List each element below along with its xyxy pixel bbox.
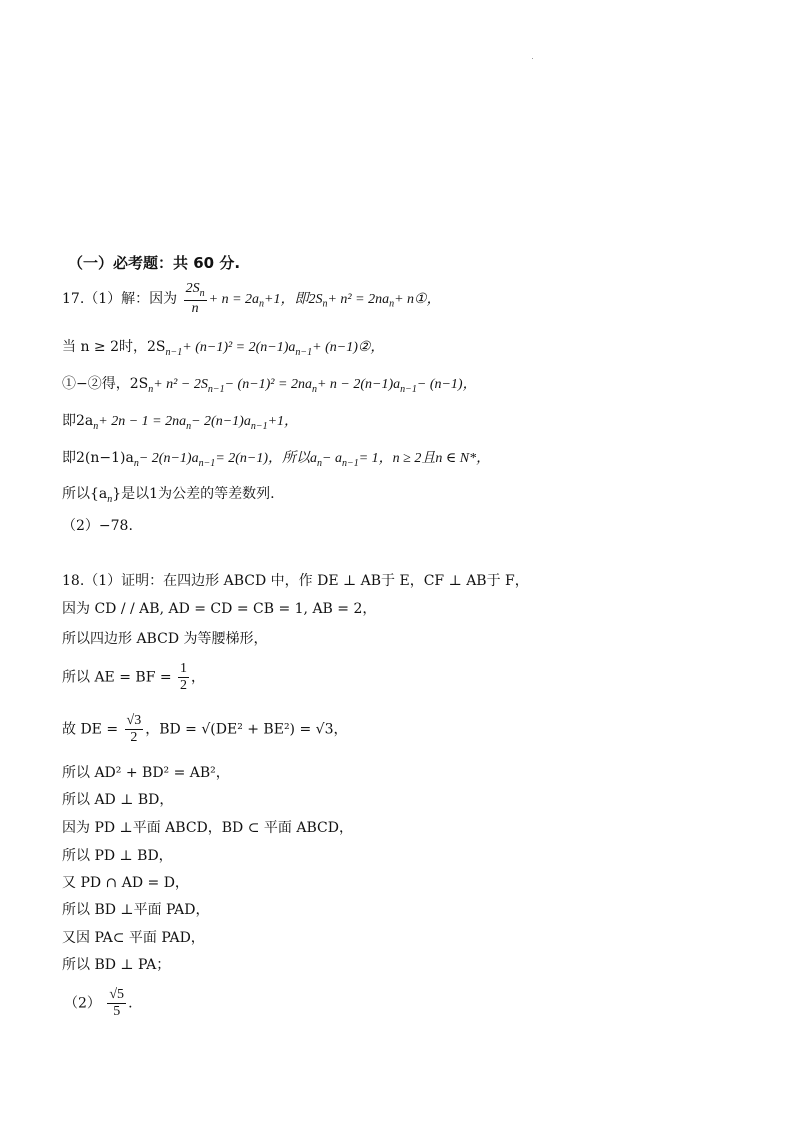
fraction-sqrt5-over-5: $\frac{√5}{5}$ [109, 987, 125, 1019]
q18-line-3: 所以四边形 ABCD 为等腰梯形， [62, 631, 268, 647]
q18-line-13: 所以 BD ⊥ PA； [62, 957, 171, 973]
q18-line-6: 所以 AD² + BD² = AB²， [62, 765, 230, 781]
q17-line-3: ①−②得，$2S_n+ n^2 - 2S_{n-1}- (n-1)^2 = 2na_n+ n - 2(n-1)a_{n-1}- (n-1)$， [62, 376, 477, 395]
q18-line-10: 又 PD ∩ AD = D， [62, 875, 189, 891]
q17-line-6: 所以$\{a_n\}$是以1为公差的等差数列. [62, 486, 275, 505]
q18-line-9: 所以 PD ⊥ BD， [62, 848, 173, 864]
q17-line-4: 即$2a_n+ 2n - 1 = 2na_n- 2(n-1)a_{n-1}+1$， [62, 413, 299, 432]
q18-line-7: 所以 AD ⊥ BD， [62, 792, 174, 808]
q17-line-7: （2）−78. [62, 518, 133, 534]
q18-line-11: 所以 BD ⊥平面 PAD， [62, 902, 210, 918]
fraction-sqrt3-over-2: $\frac{√3}{2}$ [126, 713, 142, 745]
stray-mark [532, 58, 533, 59]
q18-line-5: 故 DE = $\frac{√3}{2}$ ，BD = √(DE² + BE²) = √3， [62, 713, 348, 745]
fraction-2sn-over-n: $\frac{2S_n}{n}$ [185, 281, 205, 316]
q18-line-2: 因为 CD / / AB, AD = CD = CB = 1, AB = 2， [62, 601, 377, 617]
q18-line-12: 又因 PA⊂ 平面 PAD， [62, 930, 205, 946]
section-title: （一）必考题：共 60 分. [68, 254, 241, 272]
q18-line-8: 因为 PD ⊥平面 ABCD，BD ⊂ 平面 ABCD， [62, 820, 353, 836]
q17-line-1: 17.（1）解：因为 $\frac{2S_n}{n}$ + $n = 2a_n+1$，即$2S_n+ n^2 = 2na_n+$ n①， [62, 281, 441, 316]
q18-line-1: 18.（1）证明：在四边形 ABCD 中，作 DE ⊥ AB于 E，CF ⊥ AB于 F， [62, 573, 529, 589]
q17-line-2: 当 n ≥ 2时，$2S_{n-1}+ (n-1)^2 = 2(n-1)a_{n-1}+$ (n−1)②， [62, 339, 385, 358]
q18-line-14: （2） $\frac{√5}{5}$ . [64, 987, 133, 1019]
q18-line-4: 所以 AE = BF = $\frac{1}{2}$ ， [62, 661, 206, 693]
fraction-one-half: $\frac{1}{2}$ [180, 661, 188, 693]
q17-line-5: 即$2(n-1)a_n- 2(n-1)a_{n-1}= 2(n-1)$，所以$a_n- a_{n-1}= 1$，n ≥ 2且n ∈ N*， [62, 450, 491, 469]
